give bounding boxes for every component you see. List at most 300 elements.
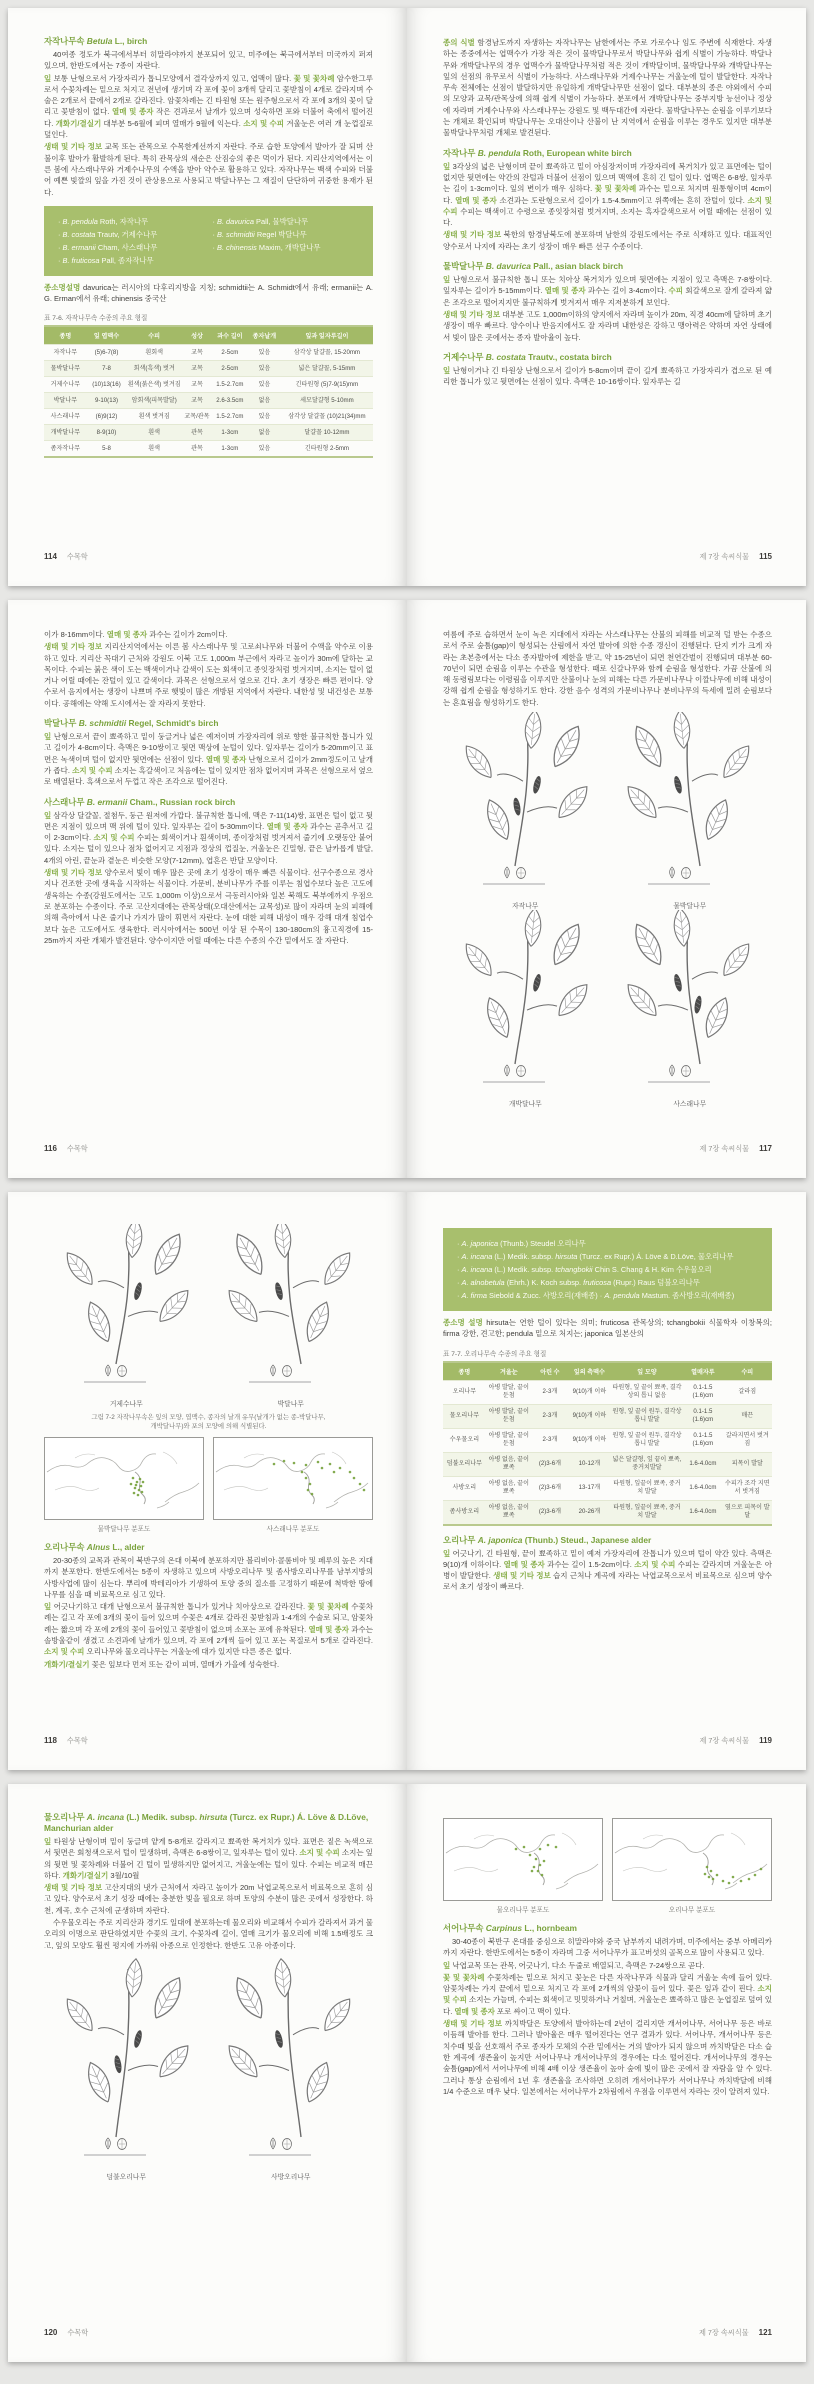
table-cell: 암회색(피목발달) bbox=[126, 393, 182, 409]
field-label: 잎 bbox=[443, 1960, 451, 1970]
text-run: · bbox=[58, 216, 63, 226]
figure-label: 사방오리나무 bbox=[271, 2173, 311, 2181]
field-label: 열매 및 종자 bbox=[205, 754, 247, 764]
latin-name: A. japonica bbox=[477, 1534, 523, 1545]
botanical-figure bbox=[44, 1955, 373, 2181]
table-cell: 2-3개 bbox=[532, 1428, 568, 1452]
text-run: 습지 근처나 계곡에 자라는 낙엽교목으로서 비료목으로 심으며 양수로서 초기 성장이 빠르다. bbox=[443, 1571, 772, 1592]
figure-label: 개박달나무 bbox=[508, 1101, 542, 1109]
latin-name: B. schmidtii bbox=[78, 718, 127, 729]
text-run: Regel 박달나무 bbox=[254, 229, 307, 239]
table-row bbox=[443, 1452, 772, 1476]
genus-heading bbox=[443, 1923, 772, 1934]
botanical-illustration bbox=[47, 1955, 205, 2181]
field-label: 생태 및 기타 정보 bbox=[44, 868, 103, 878]
table-cell: 1.5-2.7cm bbox=[212, 377, 248, 393]
table-cell: 덤불오리나무 bbox=[443, 1452, 486, 1476]
field-label: 잎 bbox=[44, 732, 52, 742]
text-run: 과수는 밑으로 처지며 원통형이며 4cm이다. bbox=[443, 184, 772, 205]
table-cell: 흰회색 bbox=[126, 345, 182, 361]
map-image bbox=[612, 1818, 772, 1901]
body-paragraph bbox=[44, 282, 373, 305]
text-run: · bbox=[457, 1252, 462, 1261]
table-row bbox=[44, 393, 373, 409]
text-run: 20-30종의 교목과 관목이 북반구의 온대 이북에 분포하지만 볼리비아·콜롬비아 및 페루의 높은 지대까지 분포한다. 한반도에서는 5종이 자생하고 있으며 사방오리나무 및 좀사방오리나무를 남부지방의 사방사업에 많이 심는다. 뿌리에 박테리아가 기생하여 토양 중의 질소를 고정하기 때문에 척박한 땅에 나무를 심을 때 비료목으로 심고 있다. bbox=[44, 1556, 373, 1599]
table-cell: 아병 발달, 끝이 둔첨 bbox=[486, 1380, 532, 1404]
text-run: 겨울눈은 여러 개 눈껍질로 덮인다. bbox=[44, 118, 373, 140]
running-title: 제 7장 속씨식물 bbox=[699, 1736, 750, 1745]
column-header: 잎 엽맥수 bbox=[87, 326, 126, 345]
text-run: 수피는 갈라지며 겨울눈은 아병이 발달한다. bbox=[443, 1559, 772, 1581]
table-cell: 2-3개 bbox=[532, 1380, 568, 1404]
field-label: 열매 및 종자 bbox=[106, 630, 148, 639]
table-cell: 0.1-1.5 (1.6)cm bbox=[683, 1428, 722, 1452]
text-run: 교목 또는 관목으로 수목한계선까지 자란다. 주로 습한 토양에서 발아가 잘 되며 산불이후 발아가 활발하게 된다. 특히 관목상의 새순은 산짐승의 좋은 먹이가 된다. 지리산지역에서는 이른 봄에 사스래나무와 거제수나무의 수액을 받아 약수로 활용하고 있다. 자작나무는 백색 수피와 더불어 예쁜 빛깔의 잎을 가진 것이 관상용으로 사용되고 박달나무는 그 재질이 단단하여 귀중한 용재가 된다. bbox=[44, 142, 373, 197]
text-run: 난형으로서 길이가 2mm정도이고 날개가 좁다. bbox=[44, 754, 373, 775]
body-paragraph bbox=[44, 1555, 373, 1600]
page-content bbox=[443, 1220, 772, 1594]
page-114 bbox=[8, 8, 407, 586]
species-list-box bbox=[44, 206, 373, 276]
plant-drawing bbox=[611, 910, 769, 1097]
botanical-illustration bbox=[446, 910, 604, 1108]
table-row bbox=[44, 377, 373, 393]
column-header: 겨울눈 bbox=[486, 1362, 532, 1381]
latin-name: A. incana bbox=[86, 1812, 125, 1822]
body-paragraph bbox=[44, 1659, 373, 1670]
distribution-map bbox=[213, 1437, 373, 1533]
table-cell: 아병 발달, 끝이 둔첨 bbox=[486, 1428, 532, 1452]
text-run: 수꽃차례는 길고 각 포에 3개의 꽃이 들어 있으며 수꽃은 4개로 갈라진 꽃받침과 1-4개의 수술로 되고, 암꽃차례는 짧으며 각 포에 2개의 꽃이 들어있고 꽃받침이 없으며 소포는 포에 유착된다. bbox=[44, 1602, 373, 1634]
page-footer bbox=[44, 2328, 88, 2338]
field-label: 생태 및 기타 정보 bbox=[44, 142, 103, 152]
botanical-illustration bbox=[212, 1224, 370, 1408]
table-cell: 타원형, 잎끝이 뾰족, 중거치 발달 bbox=[611, 1500, 683, 1525]
field-label: 꽃 및 꽃차례 bbox=[293, 73, 335, 83]
table-cell: 오리나무 bbox=[443, 1380, 486, 1404]
text-run: 포로 싸이고 맥이 있다. bbox=[494, 2006, 571, 2016]
text-run: 북한의 함경남북도에 분포하며 남한의 강원도에서는 주로 식재하고 있다. 대표적인 양수로서 나지에 자라는 초기 성장이 매우 빠른 선구 수종이다. bbox=[443, 230, 772, 251]
latin-name: A. pendula bbox=[604, 1291, 640, 1300]
latin-name: B. fruticosa bbox=[62, 255, 100, 265]
body-paragraph bbox=[44, 1836, 373, 1881]
species-list-item bbox=[58, 241, 205, 254]
page-119 bbox=[407, 1192, 806, 1770]
latin-name: hirsuta bbox=[555, 1252, 578, 1261]
figure-label: 물박달나무 bbox=[673, 903, 707, 911]
genus-heading bbox=[44, 1542, 373, 1553]
text-run: 오리나무와 물오리나무는 겨울눈에 대가 있지만 다른 종은 없다. bbox=[84, 1647, 292, 1657]
body-paragraph bbox=[44, 641, 373, 709]
body-paragraph bbox=[443, 1972, 772, 2017]
body-paragraph bbox=[443, 2018, 772, 2097]
column-header: 잎 모양 bbox=[611, 1362, 683, 1381]
body-paragraph bbox=[443, 229, 772, 252]
korean-name: 서어나무속 bbox=[443, 1923, 486, 1933]
table-cell: 1.6-4.0cm bbox=[683, 1452, 722, 1476]
text-run: 대부분 5-6월에 피며 열매가 9월에 익는다. bbox=[101, 118, 244, 128]
map-image bbox=[213, 1437, 373, 1520]
text-run: 소지는 흑갈색이고 처음에는 털이 있지만 점차 없어지며 과목은 선형으로서 옆으로 배열된다. 흑색으로서 두껍고 작은 조각으로 떨어진다. bbox=[44, 765, 373, 787]
table-cell: 13-17개 bbox=[568, 1476, 611, 1500]
page-115 bbox=[407, 8, 806, 586]
korean-name: 박달나무 bbox=[44, 718, 79, 729]
korean-name: 거제수나무 bbox=[443, 351, 486, 362]
page-117 bbox=[407, 600, 806, 1178]
body-paragraph bbox=[443, 1317, 772, 1340]
running-title: 제 7장 속씨식물 bbox=[699, 552, 750, 561]
body-paragraph bbox=[443, 37, 772, 139]
book-spread bbox=[8, 1192, 806, 1770]
table-cell: 있음 bbox=[248, 361, 281, 377]
text-run: 함경남도까지 자생하는 자작나무는 남한에서는 주로 가로수나 임도 주변에 식재한다. 자생하는 종중에서는 엽맥수가 가장 적은 것이 물박달나무로서 박달나무와 쉽게 식별이 가능하다. 박달나무와 개박달나무의 경우 엽맥수가 물박달나무처럼 적은 것이 개박달이며, 물박달나무와 개박달나무는 잎의 선점의 유무로서 식별이 가능하다. 사스래나무와 거제수나무는 겨울눈에 털이 발달한다. 자작나무속 전체에는 선점이 발달하지만 유일하게 개박달나무만 선점이 없다. 대부분의 종은 야외에서 수피의 모양과 교목/관목상에 의해 쉽게 식별이 가능하다. 분포에서 개박달나무는 중부지방 능선이나 정상에 자라며 거제수나무와 사스래나무는 강원도 및 백두대간에 자란다. 물박달나무는 순림을 이루기보다는 개체로 확인되며 박달나무는 오대산이나 산불이 난 지역에서 순림을 이루는 경우도 있지만 대부분 물박달나무처럼 개체로 발견된다. bbox=[443, 38, 772, 138]
table-cell: 있음 bbox=[248, 409, 281, 425]
table-cell: 원형, 잎 끝이 원두, 결각상 톱니 발달 bbox=[611, 1428, 683, 1452]
plant-drawing bbox=[611, 712, 769, 899]
latin-name: B. chinensis bbox=[217, 242, 257, 252]
table-cell: 아병 없음, 끝이 뾰족 bbox=[486, 1500, 532, 1525]
field-label: 잎 bbox=[443, 1548, 451, 1558]
table-cell: 회색(흑색) 벗겨 bbox=[126, 361, 182, 377]
text-run: 수꽃차례는 밑으로 처지고 꽃눈은 다른 자작나무과 식물과 달리 겨울눈 속에 들어 있다. 암꽃차례는 가지 끝에서 밑으로 처지고 각 포에 2개씩의 암꽃이 들어 있다. 꽃은 잎과 같이 핀다. bbox=[443, 1972, 772, 1994]
species-list-item bbox=[457, 1250, 758, 1263]
text-run: 회갈색으로 잘게 갈라져 얇은 조각으로 떨어지지만 불규칙하게 벗겨져서 매우 지저분하게 보인다. bbox=[443, 286, 772, 307]
body-paragraph bbox=[443, 309, 772, 343]
table-cell: 자작나무 bbox=[44, 345, 87, 361]
latin-name: A. alnobetula bbox=[461, 1278, 505, 1287]
table-cell: 세모달걀형 5-10mm bbox=[281, 393, 373, 409]
text-run: Trautv, 거제수나무 bbox=[95, 229, 158, 239]
botanical-figure bbox=[443, 712, 772, 1108]
table-cell: 넓은 달걀꼴, 5-15mm bbox=[281, 361, 373, 377]
text-run: (L.) Medik. subsp. bbox=[492, 1252, 556, 1261]
running-title: 제 7장 속씨식물 bbox=[698, 2328, 749, 2337]
figure-label: 거제수나무 bbox=[109, 1401, 143, 1408]
plant-drawing bbox=[446, 910, 604, 1097]
text-run: Siebold & Zucc. 사방오리(재배종) · bbox=[486, 1291, 605, 1300]
table-cell: 타원형, 잎끝이 뾰족, 중거치 발달 bbox=[611, 1476, 683, 1500]
body-paragraph bbox=[44, 1917, 373, 1951]
species-heading bbox=[44, 1812, 373, 1834]
table-cell: 긴타원형 (5)7-9(15)mm bbox=[281, 377, 373, 393]
table-cell: 9(10)개 이하 bbox=[568, 1428, 611, 1452]
distribution-map bbox=[443, 1818, 603, 1914]
table-cell: 아병 없음, 끝이 뾰족 bbox=[486, 1452, 532, 1476]
map-caption: 물오리나무 분포도 bbox=[496, 1907, 550, 1914]
table-cell: 물오리나무 bbox=[443, 1404, 486, 1428]
column-header: 종명 bbox=[44, 326, 87, 345]
table-cell: 좀사방오리 bbox=[443, 1500, 486, 1525]
distribution-map bbox=[44, 1437, 204, 1533]
page-footer bbox=[699, 2328, 772, 2338]
table-row bbox=[44, 345, 373, 361]
text-run: 소지는 가늘며, 수피는 회색이고 밋밋하거나 거칠며, 겨울눈은 뾰족하고 많은 눈엽질로 덮여 있다. bbox=[443, 1995, 772, 2016]
field-label: 잎 bbox=[443, 161, 451, 171]
species-list-item bbox=[58, 228, 205, 241]
field-label: 잎 bbox=[44, 73, 52, 83]
table-cell: (10)13(16) bbox=[87, 377, 126, 393]
korean-name: 자작나무속 bbox=[44, 36, 87, 46]
table-row bbox=[443, 1500, 772, 1525]
species-list-item bbox=[457, 1276, 758, 1289]
column-header: 열매자루 bbox=[683, 1362, 722, 1381]
table-cell: 교목 bbox=[182, 393, 212, 409]
text-run: Maxim, 개박달나무 bbox=[256, 242, 321, 252]
table-cell: 0.1-1.5 (1.6)cm bbox=[683, 1404, 722, 1428]
latin-name: A. japonica bbox=[461, 1239, 499, 1248]
korean-name: 오리나무속 bbox=[44, 1542, 87, 1552]
botanical-illustration bbox=[611, 712, 769, 910]
latin-name: B. ermanii bbox=[62, 242, 96, 252]
map-image bbox=[44, 1437, 204, 1520]
text-run: 과수는 솔방울같이 생겼고 소견과에 날개가 있으며, 각 포에 2개씩 들어 있고 포는 목질로서 5개로 갈라진다. bbox=[44, 1624, 373, 1646]
text-run: Chin S. Chang & H. Kim 수우물오리 bbox=[592, 1265, 712, 1274]
table-cell: 2-3개 bbox=[532, 1404, 568, 1428]
page-content bbox=[44, 1812, 373, 2185]
field-label: 종의 식별 bbox=[443, 38, 475, 47]
figure-caption-line: 개박달나무)와 포의 모양에 의해 식별된다. bbox=[150, 1423, 267, 1430]
book-spread bbox=[8, 8, 806, 586]
table-cell: 원형, 잎 끝이 원두, 결각상 톱니 발달 bbox=[611, 1404, 683, 1428]
page-content bbox=[443, 36, 772, 388]
table-row bbox=[44, 409, 373, 425]
body-paragraph bbox=[44, 49, 373, 72]
page-number: 117 bbox=[759, 1144, 772, 1153]
text-run: 꽃은 잎보다 먼저 또는 같이 피며, 열매가 가을에 성숙한다. bbox=[89, 1659, 280, 1669]
field-label: 생태 및 기타 정보 bbox=[443, 230, 502, 240]
latin-name: Betula bbox=[86, 36, 113, 46]
table-cell: (6)9(12) bbox=[87, 409, 126, 425]
table-cell: 아병 없음, 끝이 뾰족 bbox=[486, 1476, 532, 1500]
text-run: Pall., asian black birch bbox=[530, 261, 624, 272]
table-cell: 긴타원형 2-5mm bbox=[281, 441, 373, 458]
text-run: 작은 견과로서 날개가 있으며 성숙하면 포와 더불어 축에서 떨어진다. bbox=[44, 107, 373, 128]
running-title: 수목학 bbox=[66, 552, 88, 561]
body-paragraph bbox=[44, 867, 373, 946]
page-number: 116 bbox=[44, 1144, 57, 1153]
table-cell: 관목 bbox=[182, 441, 212, 458]
table-cell: 거제수나무 bbox=[44, 377, 87, 393]
field-label: 잎 bbox=[443, 275, 451, 285]
text-run: davurica는 러시아의 다후리지방을 지칭; schmidtii는 A. Schmidt에서 유래; ermanii는 A. G. Erman에서 유래; chinensis 중국산 bbox=[44, 282, 373, 304]
text-run: Mastum. 좀사방오리(재배종) bbox=[639, 1291, 735, 1300]
body-paragraph bbox=[443, 629, 772, 708]
table-cell: 5-8 bbox=[87, 441, 126, 458]
text-run: 수피는 백색이고 수령으로 종잇장처럼 벗겨지며, 소지는 흑자갈색으로서 어릴 때에는 선점이 있다. bbox=[443, 206, 772, 228]
map-caption: 사스래나무 분포도 bbox=[266, 1526, 320, 1533]
field-label: 열매 및 종자 bbox=[266, 821, 308, 831]
field-label: 소지 및 수피 bbox=[72, 765, 113, 775]
table-cell: 1.5-2.7cm bbox=[212, 409, 248, 425]
text-run: 과수는 곧추서고 길이 2-3cm이다. bbox=[44, 821, 373, 843]
text-run: 고산지대의 냇가 근처에서 자라고 높이가 20m 낙엽교목으로서 비료목으로 흔히 심고 있다. 양수로서 초기 성장 때에는 충분한 빛을 필요로 하며 토양의 수분이 많은 곳에서 성장한다. 하천, 계곡, 호수 근처에 군생하며 자란다. bbox=[44, 1883, 374, 1915]
korean-name: 오리나무 bbox=[443, 1534, 478, 1545]
distribution-maps bbox=[44, 1437, 373, 1533]
page-content bbox=[44, 628, 373, 947]
table-cell: 없음 bbox=[248, 393, 281, 409]
table-row bbox=[44, 425, 373, 441]
text-run: 삼각상 달걀꼴, 절첨두, 둥근 원저에 가깝다. 불규칙한 톱니에, 맥은 7-11(14)쌍, 표면은 털이 없고 뒷면은 지점이 있으며 맥 위에 털이 있다. 잎자루는 길이 5-30mm이다. bbox=[44, 810, 373, 831]
latin-name: fruticosa bbox=[583, 1278, 612, 1287]
figure-label: 사스래나무 bbox=[673, 1101, 707, 1109]
text-run: · bbox=[212, 229, 218, 239]
text-run: Roth, European white birch bbox=[520, 147, 632, 158]
page-120 bbox=[8, 1784, 407, 2362]
text-run: (Thunb.) Steudel 오리나무 bbox=[498, 1239, 586, 1248]
table-cell: (2)3-6개 bbox=[532, 1452, 568, 1476]
korean-name: 물오리나무 bbox=[44, 1812, 87, 1822]
table-cell: 8-9(10) bbox=[87, 425, 126, 441]
text-run: · bbox=[457, 1291, 462, 1300]
text-run: Pall, 물박달나무 bbox=[254, 216, 309, 226]
botanical-illustration bbox=[446, 712, 604, 910]
plant-drawing bbox=[212, 1955, 370, 2170]
page-118 bbox=[8, 1192, 407, 1770]
text-run: 40여종 정도가 북극에서부터 히말라야까지 분포되어 있고, 미주에는 북극에서부터 미국까지 퍼져 있으며, 한반도에서는 7종이 자란다. bbox=[44, 50, 373, 71]
table-cell: 흰색 bbox=[126, 425, 182, 441]
traits-table bbox=[44, 325, 373, 458]
column-header: 수피 bbox=[126, 326, 182, 345]
table-cell: 1-3cm bbox=[212, 441, 248, 458]
botanical-illustration bbox=[47, 1224, 205, 1408]
table-cell: 있음 bbox=[248, 441, 281, 458]
table-cell: 있음 bbox=[248, 345, 281, 361]
latin-name: B. davurica bbox=[217, 216, 254, 226]
field-label: 개화기/결실기 bbox=[62, 1870, 109, 1880]
table-cell: 10-12개 bbox=[568, 1452, 611, 1476]
field-label: 소지 및 수피 bbox=[634, 1559, 676, 1569]
table-row bbox=[44, 361, 373, 377]
table-cell: 관목 bbox=[182, 425, 212, 441]
plant-drawing bbox=[47, 1224, 205, 1397]
column-header: 종명 bbox=[443, 1362, 486, 1381]
korean-name: 사스래나무 bbox=[44, 796, 87, 807]
field-label: 생태 및 기타 정보 bbox=[44, 1883, 103, 1893]
field-label: 열매 및 종자 bbox=[503, 1559, 545, 1569]
table-cell: 0.1-1.5 (1.6)cm bbox=[683, 1380, 722, 1404]
table-row bbox=[443, 1380, 772, 1404]
species-list-item bbox=[58, 215, 205, 228]
page-number: 115 bbox=[759, 552, 772, 561]
text-run: 과수는 길이 3-4cm이다. bbox=[585, 286, 669, 296]
table-caption: 표 7-6. 자작나무속 수종의 주요 형질 bbox=[44, 315, 148, 323]
page-footer bbox=[44, 1144, 88, 1154]
latin-name: A. incana bbox=[461, 1265, 493, 1274]
table-cell: 사스래나무 bbox=[44, 409, 87, 425]
species-heading bbox=[44, 718, 373, 729]
text-run: (Thunb.) Steud., Japanese alder bbox=[522, 1534, 652, 1545]
table-cell: 1-3cm bbox=[212, 425, 248, 441]
column-header: 종자날개 bbox=[248, 326, 281, 345]
field-label: 소지 및 수피 bbox=[443, 1984, 772, 2005]
text-run: 타원상 난형이며 밑이 둥글며 얕게 5-8개로 갈라지고 뾰족한 복거치가 있다. 표면은 짙은 녹색으로서 뒷면은 회청색으로서 털이 밀생하며, 측맥은 6-8쌍이고, 잎자루는 털이 있다. bbox=[44, 1837, 373, 1858]
page-content bbox=[443, 1812, 772, 2098]
text-run: L., alder bbox=[110, 1542, 145, 1552]
table-cell: 사방오리 bbox=[443, 1476, 486, 1500]
species-list-item bbox=[58, 254, 205, 267]
table-cell: 교목 bbox=[182, 361, 212, 377]
traits-table bbox=[443, 1361, 772, 1526]
table-cell: 갈라지면서 벗겨짐 bbox=[723, 1428, 772, 1452]
table-cell: 2.6-3.5cm bbox=[212, 393, 248, 409]
text-run: 3월/10월 bbox=[108, 1870, 140, 1880]
page-121 bbox=[407, 1784, 806, 2362]
species-list-item bbox=[213, 228, 360, 241]
text-run: 3각상의 넓은 난형이며 끝이 뾰족하고 밑이 아심장저이며 가장자리에 복거치가 있고 표면에는 털이 없지만 뒷면에는 약간의 잔털과 더불어 선점이 있으며 맥액에 흔히 긴 털이 있다. 엽맥은 6-8쌍, 잎자루는 길이 1-3cm이다. 잎의 변이가 매우 심하다. bbox=[443, 161, 772, 194]
text-run: 낙엽교목 또는 관목, 어긋나기, 다소 두줄로 배열되고, 측맥은 7-24쌍으로 곧다. bbox=[450, 1960, 705, 1970]
table-cell: 타원형, 잎 끝이 뾰족, 결각상의 톱니 없음 bbox=[611, 1380, 683, 1404]
table-cell: 매끈 bbox=[723, 1404, 772, 1428]
latin-name: hirsuta bbox=[199, 1812, 228, 1822]
text-run: Regel, Schmidt's birch bbox=[126, 718, 219, 729]
table-row bbox=[443, 1476, 772, 1500]
botanical-figure bbox=[44, 1224, 373, 1408]
text-run: 까치박달은 토양에서 발아하는데 2년이 걸리지만 개서어나무, 서어나무 등은 바로 이듬해 발아를 한다. 그러나 발아율은 매우 떨어진다는 연구 결과가 있다. 서어나무, 개서어나무 등은 치수때 빛을 선호해서 주로 종자가 모체의 수관 밑에서는 거의 발아가 되지 않으며 까치박달은 다소 습한 계곡에 생존율이 높지만 서어나무나 개서어나무의 경우에는 다소 떨어진다. 개서어나무의 경우는 숲틈(gap)에서 서어나무에 비해 4배 이상 생존율이 높아 숲에 빛이 많은 곳에서 잘 자람을 알 수 있다. 그러나 통상 순림에서 1년 후 생존율을 조사하면 오히려 개서어나무가 서어나무나 까치박달에 비해 1/4 수준으로 매우 낮다. 일본에서는 서어나무가 2차림에서 우점을 이루면서 자라는 것이 알려져 있다. bbox=[443, 2019, 772, 2096]
body-paragraph bbox=[44, 731, 373, 787]
column-header: 아린 수 bbox=[532, 1362, 568, 1381]
table-cell: 옆으로 피목이 발달 bbox=[723, 1500, 772, 1525]
table-cell: 교목/관목 bbox=[182, 409, 212, 425]
body-paragraph bbox=[44, 141, 373, 197]
table-cell: 피목이 발달 bbox=[723, 1452, 772, 1476]
text-run: (Turcz. ex Rupr.) Á. Löve & D.Löve, Manchurian alder bbox=[44, 1812, 369, 1833]
field-label: 잎 bbox=[443, 365, 451, 375]
latin-name: tchangbokii bbox=[555, 1265, 593, 1274]
body-paragraph bbox=[44, 629, 373, 640]
text-run: (Ehrh.) K. Koch subsp. bbox=[504, 1278, 584, 1287]
table-cell: 흰색 벗겨짐 bbox=[126, 409, 182, 425]
page-number: 114 bbox=[44, 552, 57, 561]
field-label: 열매 및 종자 bbox=[544, 286, 586, 296]
text-run: 여름에 주로 습하면서 눈이 녹은 지대에서 자라는 사스래나무는 산불의 피해를 비교적 덜 받는 수종으로서 주로 숲틈(gap)이 형성되는 산림에서 자연 발아에 의한 수종 갱신이 진행된다. 단지 키가 크게 자라는 초본층에서는 다소 종자발아에 제한을 받고, 약 15-25년이 되면 천연간벌이 진행되며 대부분 60-70년이 되면 순림을 이루는 수관을 형성한다. 때로 신갈나무와 함께 순림을 형성한다. 가끔 산불에 의해 동령림보다는 이령림을 이루지만 산불이나 눈의 피해는 다른 가문비나무나 이깔나무에 비해 내성이 강해 쉽게 순림을 형성하기도 한다. 강한 음수 성격의 가문비나무나 분비나무의 득세에 밀려 순림보다는 혼효림을 형성하기도 한다. bbox=[443, 630, 772, 707]
field-label: 꽃 및 꽃차례 bbox=[307, 1602, 349, 1612]
table-cell: 없음 bbox=[248, 425, 281, 441]
page-footer bbox=[699, 1144, 772, 1154]
text-run: Roth, 자작나무 bbox=[97, 216, 149, 226]
field-label: 생태 및 기타 정보 bbox=[44, 642, 103, 652]
text-run: Cham., Russian rock birch bbox=[127, 796, 236, 807]
latin-name: A. firma bbox=[461, 1291, 487, 1300]
field-label: 잎 bbox=[44, 810, 52, 820]
table-cell: 삼각상 달걀꼴 (10)21(34)mm bbox=[281, 409, 373, 425]
text-run: · bbox=[457, 1265, 462, 1274]
latin-name: B. ermanii bbox=[86, 796, 128, 807]
text-run: 과수는 길이가 2cm이다. bbox=[147, 630, 228, 639]
species-list-item bbox=[213, 215, 360, 228]
map-caption: 오리나무 분포도 bbox=[668, 1907, 716, 1914]
body-paragraph bbox=[44, 1882, 373, 1916]
page-content bbox=[44, 1220, 373, 1671]
table-row bbox=[44, 441, 373, 458]
book-spread bbox=[8, 600, 806, 1178]
figure-caption bbox=[44, 1413, 373, 1431]
table-header-row bbox=[443, 1362, 772, 1381]
field-label: 소지 및 수피 bbox=[243, 118, 285, 128]
latin-name: B. pendula bbox=[477, 147, 521, 158]
body-paragraph bbox=[44, 73, 373, 141]
latin-name: A. incana bbox=[461, 1252, 493, 1261]
text-run: 난형으로서 불규칙한 톱니 또는 치아상 복거치가 있으며 뒷면에는 지점이 있고 측맥은 7-8쌍이다. 잎자루는 길이가 5-15mm이다. bbox=[443, 275, 772, 296]
table-cell: 9-10(13) bbox=[87, 393, 126, 409]
species-heading bbox=[443, 261, 772, 272]
page-footer bbox=[699, 1736, 772, 1746]
botanical-illustration bbox=[611, 910, 769, 1108]
text-run: L., birch bbox=[112, 36, 148, 46]
latin-name: B. costata bbox=[485, 351, 526, 362]
text-run: (Turcz. ex Rupr.) Á. Löve & D.Löve, 물오리나무 bbox=[577, 1252, 734, 1261]
plant-drawing bbox=[212, 1224, 370, 1397]
text-run: · bbox=[212, 216, 218, 226]
